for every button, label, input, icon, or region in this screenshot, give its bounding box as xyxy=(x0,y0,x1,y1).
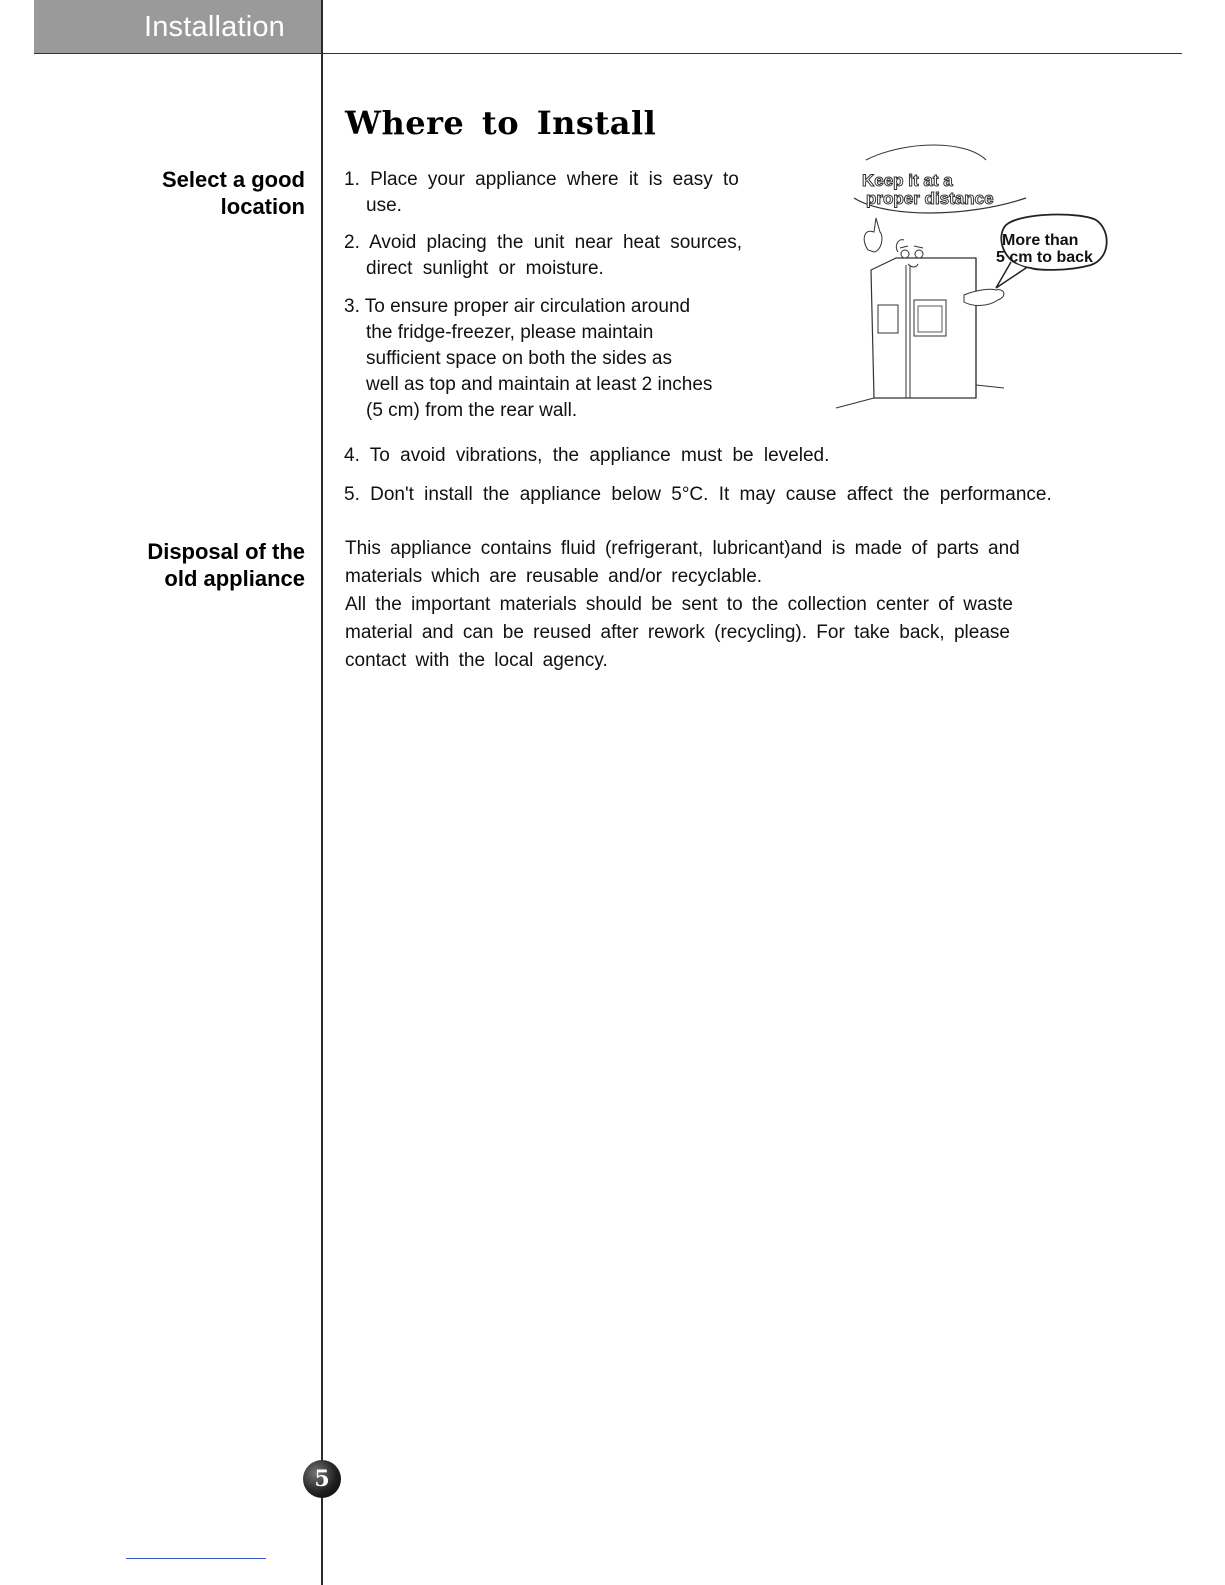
fridge-illustration xyxy=(826,140,1116,430)
page-title: Where to Install xyxy=(345,104,657,142)
section-header-tab xyxy=(34,0,321,54)
disposal-paragraph: This appliance contains fluid (refrigerant, lubricant)and is made of parts and materials which are reusable and/or recyclable. All the important materials should be sent to the collection center of waste material and can be reused after rework (recycling). For take back, please contact with the local agency. xyxy=(345,538,1020,671)
page-number: 5 xyxy=(314,1466,330,1492)
bubble-line-2: 5 cm to back xyxy=(996,249,1093,266)
step-5: 5. Don't install the appliance below 5°C. It may cause affect the performance. xyxy=(344,484,1052,505)
caption-line-1: Keep it at a xyxy=(862,171,953,190)
step-4: 4. To avoid vibrations, the appliance must be leveled. xyxy=(344,445,830,466)
margin-divider xyxy=(321,0,323,1585)
step-1: 1. Place your appliance where it is easy to use. xyxy=(344,169,739,216)
step-3: 3. To ensure proper air circulation around the fridge-freezer, please maintain sufficient space on both the sides as well as top and maintain at least 2 inches (5 cm) from the rear wall. xyxy=(344,296,713,421)
page-number-badge xyxy=(303,1460,341,1498)
caption-arc xyxy=(866,145,986,160)
fridge-icon xyxy=(836,218,1004,408)
footer-link-underline xyxy=(126,1558,266,1559)
section-title: Installation xyxy=(143,10,285,43)
sidebar-label-disposal: Disposal of the old appliance xyxy=(147,539,305,591)
bubble-line-1: More than xyxy=(1002,232,1079,249)
header-rule xyxy=(34,53,1182,54)
caption-line-2: proper distance xyxy=(866,189,994,208)
step-2: 2. Avoid placing the unit near heat sources, direct sunlight or moisture. xyxy=(344,232,743,279)
sidebar-label-location: Select a good location xyxy=(161,167,305,219)
